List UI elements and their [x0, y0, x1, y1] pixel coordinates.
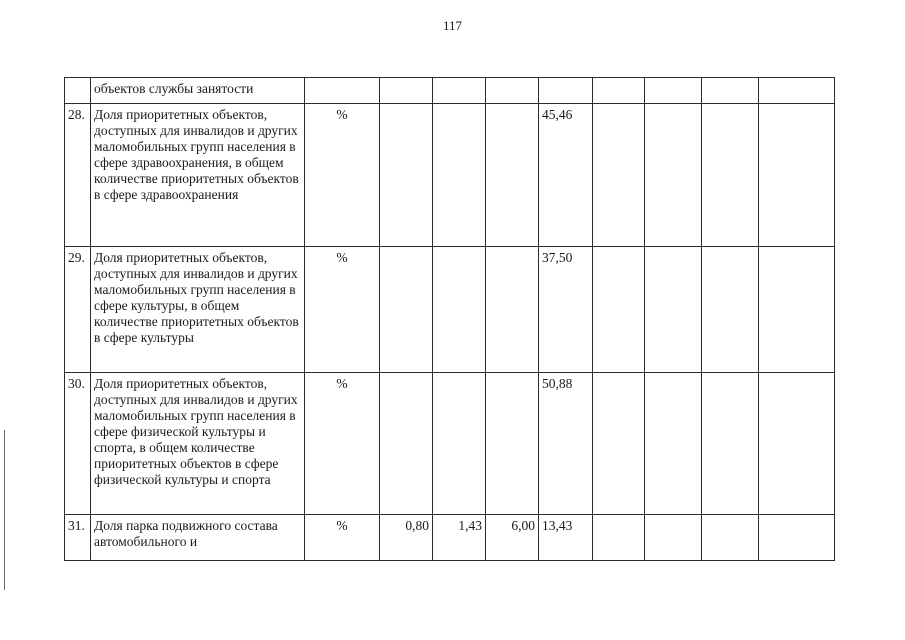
- value-cell: [486, 373, 539, 515]
- table-row: [65, 247, 835, 373]
- indicators-table: [64, 77, 835, 561]
- row-number: 30.: [65, 373, 91, 515]
- unit-cell: %: [305, 373, 380, 515]
- table-row: [65, 373, 835, 515]
- table-row: [65, 104, 835, 247]
- value-cell: 37,50: [539, 247, 593, 373]
- unit-cell: %: [305, 104, 380, 247]
- value-cell: [380, 247, 433, 373]
- value-cell: [433, 247, 486, 373]
- page-number: 117: [442, 18, 463, 33]
- value-cell: 6,00: [486, 515, 539, 561]
- unit-cell: %: [305, 515, 380, 561]
- value-cell: 50,88: [539, 373, 593, 515]
- value-cell: 13,43: [539, 515, 593, 561]
- indicator-name: Доля приоритетных объектов, доступных для инвалидов и других маломобильных групп населения в сфере культуры, в общем количестве приоритетных объектов в сфере культуры: [91, 247, 305, 373]
- row-number: 31.: [65, 515, 91, 561]
- table-row: [65, 515, 835, 561]
- value-cell: 1,43: [433, 515, 486, 561]
- row-number: 28.: [65, 104, 91, 247]
- scan-edge-line: [4, 430, 5, 590]
- indicator-name: Доля парка подвижного состава автомобильного и: [91, 515, 305, 561]
- row-number: 29.: [65, 247, 91, 373]
- value-cell: [486, 104, 539, 247]
- indicator-name: Доля приоритетных объектов, доступных для инвалидов и других маломобильных групп населения в сфере здравоохранения, в общем количестве приоритетных объектов в сфере здравоохранения: [91, 104, 305, 247]
- value-cell: [433, 373, 486, 515]
- indicator-name: Доля приоритетных объектов, доступных для инвалидов и других маломобильных групп населения в сфере физической культуры и спорта, в общем количестве приоритетных объектов в сфере физической культуры и спорта: [91, 373, 305, 515]
- unit-cell: %: [305, 247, 380, 373]
- value-cell: [380, 104, 433, 247]
- value-cell: [380, 373, 433, 515]
- value-cell: [486, 247, 539, 373]
- value-cell: 45,46: [539, 104, 593, 247]
- continuation-text: объектов службы занятости: [91, 78, 305, 104]
- table-row: [65, 78, 835, 104]
- value-cell: 0,80: [380, 515, 433, 561]
- value-cell: [433, 104, 486, 247]
